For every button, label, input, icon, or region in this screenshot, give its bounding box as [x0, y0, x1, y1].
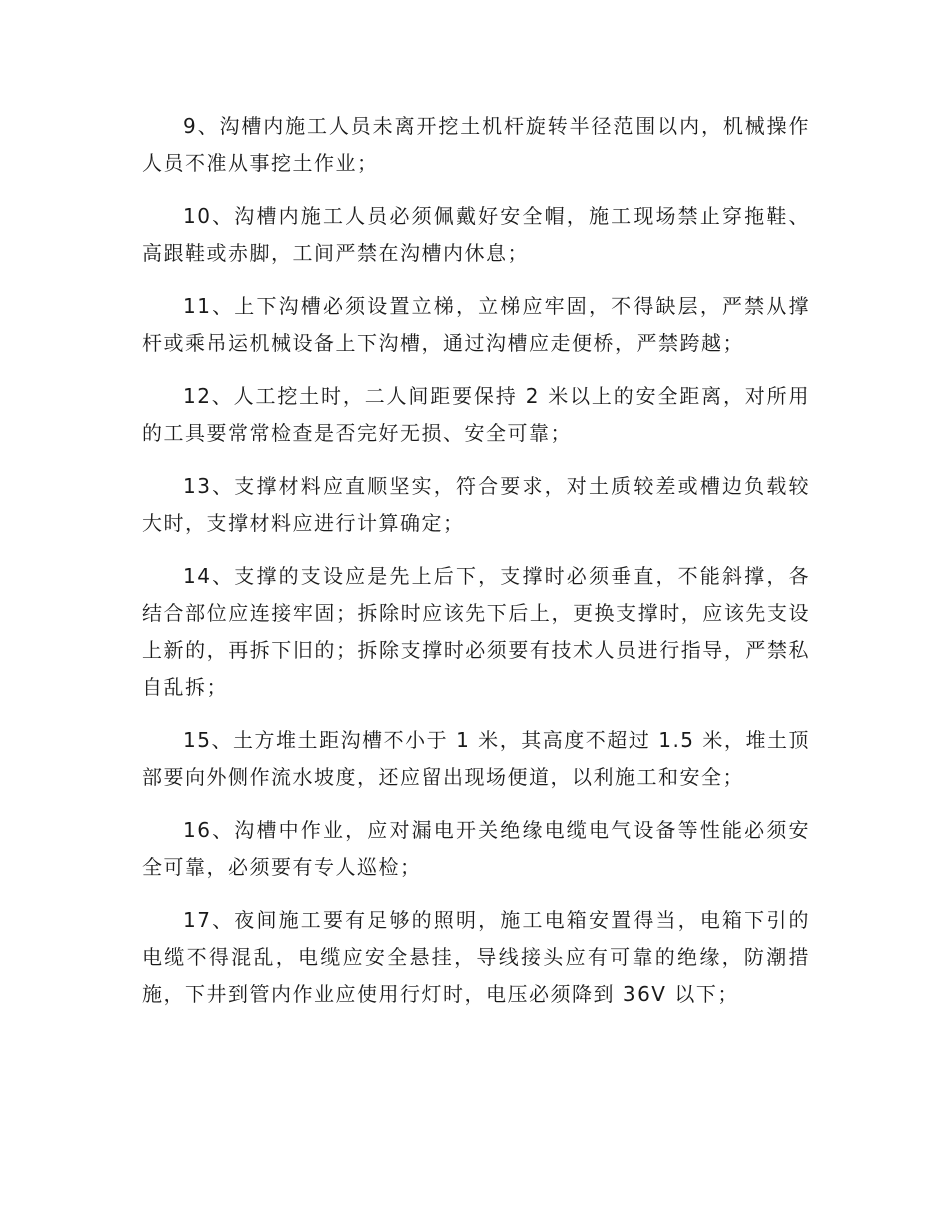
paragraph-item-9: 9、沟槽内施工人员未离开挖土机杆旋转半径范围以内，机械操作人员不准从事挖土作业； [142, 114, 810, 175]
document-body [142, 108, 810, 1029]
paragraph-item-13: 13、支撑材料应直顺坚实，符合要求，对土质较差或槽边负载较大时，支撑材料应进行计算确定； [142, 474, 810, 535]
paragraph-item-10: 10、沟槽内施工人员必须佩戴好安全帽，施工现场禁止穿拖鞋、高跟鞋或赤脚，工间严禁在沟槽内休息； [142, 204, 810, 265]
paragraph-item-16: 16、沟槽中作业，应对漏电开关绝缘电缆电气设备等性能必须安全可靠，必须要有专人巡检； [142, 818, 810, 879]
paragraph-item-11: 11、上下沟槽必须设置立梯，立梯应牢固，不得缺层，严禁从撑杆或乘吊运机械设备上下沟槽，通过沟槽应走便桥，严禁跨越； [142, 294, 810, 355]
paragraph-item-14: 14、支撑的支设应是先上后下，支撑时必须垂直，不能斜撑，各结合部位应连接牢固；拆除时应该先下后上，更换支撑时，应该先支设上新的，再拆下旧的；拆除支撑时必须要有技术人员进行指导，严禁私自乱拆； [142, 564, 810, 699]
paragraph-item-12: 12、人工挖土时，二人间距要保持 2 米以上的安全距离，对所用的工具要常常检查是否完好无损、安全可靠； [142, 384, 810, 445]
paragraph-item-17: 17、夜间施工要有足够的照明，施工电箱安置得当，电箱下引的电缆不得混乱，电缆应安全悬挂，导线接头应有可靠的绝缘，防潮措施，下井到管内作业应使用行灯时，电压必须降到 36V 以下； [142, 908, 810, 1006]
paragraph-item-15: 15、土方堆土距沟槽不小于 1 米，其高度不超过 1.5 米，堆土顶部要向外侧作流水坡度，还应留出现场便道，以利施工和安全； [142, 728, 810, 789]
